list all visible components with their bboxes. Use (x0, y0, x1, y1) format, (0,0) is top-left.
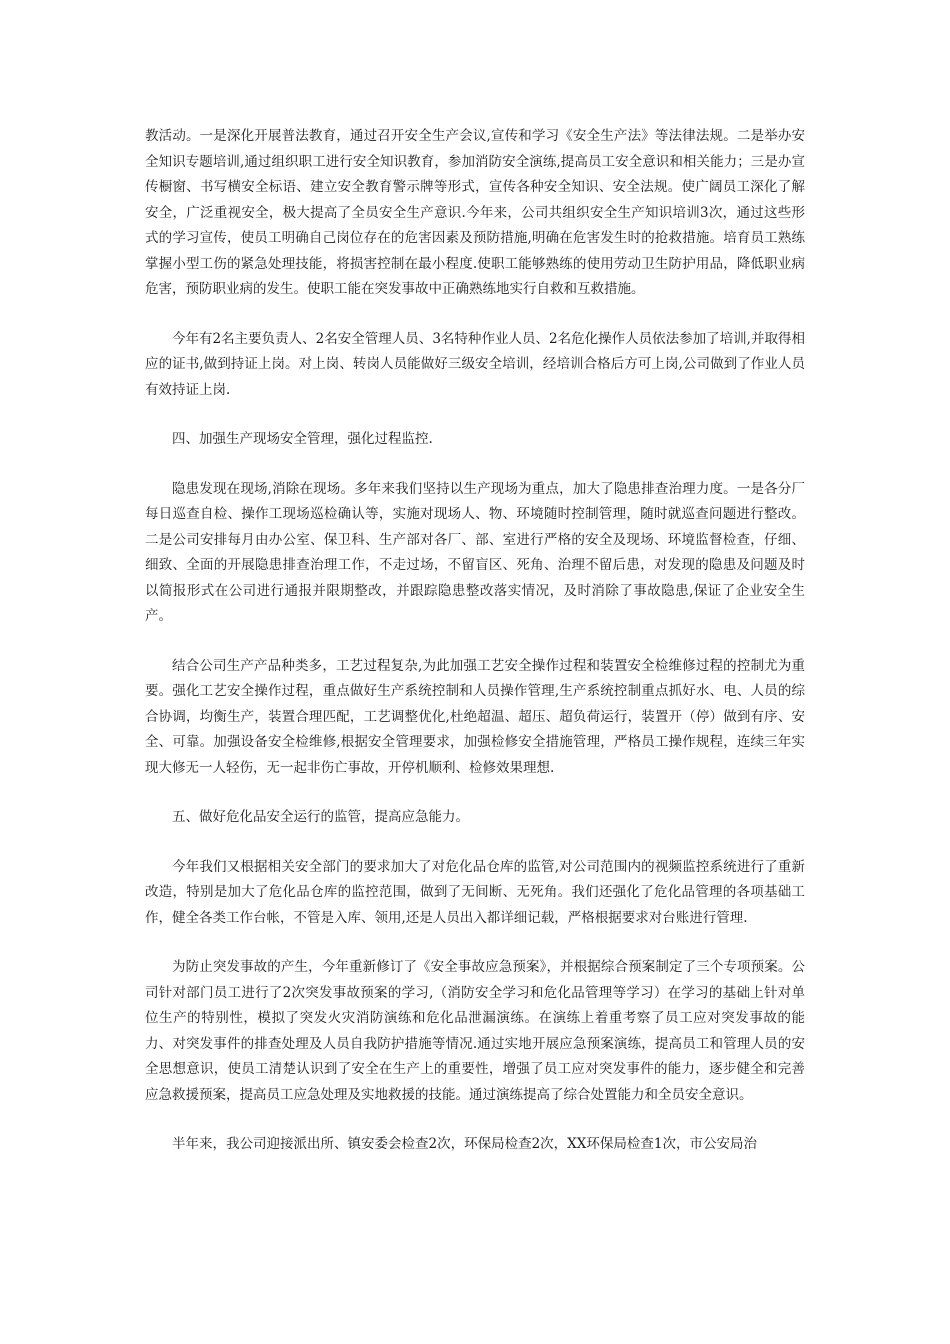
section-heading-five: 五、做好危化品安全运行的监管，提高应急能力。 (172, 809, 469, 825)
paragraph-inspections: 半年来，我公司迎接派出所、镇安委会检查2次，环保局检查2次，XX环保局检查1次，市公安局治 (172, 1136, 757, 1152)
paragraph-hazard-inspection: 隐患发现在现场,消除在现场。多年来我们坚持以生产现场为重点，加大了隐患排查治理力度。一是各分厂每日巡查自检、操作工现场巡检确认等，实施对现场人、物、环境随时控制管理，随时就巡查问题进行整改。二是公司安排每月由办公室、保卫科、生产部对各厂、部、室进行严格的安全及现场、环境监督检查，仔细、细致、全面的开展隐患排查治理工作，不走过场，不留盲区、死角、治理不留后患，对发现的隐患及问题及时以简报形式在公司进行通报并限期整改，并跟踪隐患整改落实情况，及时消除了事故隐患,保证了企业安全生产。 (145, 480, 805, 624)
paragraph-safety-education: 教活动。一是深化开展普法教育，通过召开安全生产会议,宣传和学习《安全生产法》等法律法规。二是举办安全知识专题培训,通过组织职工进行安全知识教育，参加消防安全演练,提高员工安全意识和相关能力；三是办宣传橱窗、书写横安全标语、建立安全教育警示牌等形式，宣传各种安全知识、安全法规。使广阔员工深化了解安全，广泛重视安全，极大提高了全员安全生产意识.今年来，公司共组织安全生产知识培训3次，通过这些形式的学习宣传，使员工明确自己岗位存在的危害因素及预防措施,明确在危害发生时的抢救措施。培育员工熟练掌握小型工伤的紧急处理技能，将损害控制在最小程度.使职工能够熟练的使用劳动卫生防护用品，降低职业病危害，预防职业病的发生。使职工能在突发事故中正确熟练地实行自救和互救措施。 (145, 128, 805, 297)
document-page (145, 124, 805, 1182)
section-heading-four: 四、加强生产现场安全管理，强化过程监控. (172, 431, 433, 447)
paragraph-certification: 今年有2名主要负责人、2名安全管理人员、3名特种作业人员、2名危化操作人员依法参加了培训,并取得相应的证书,做到持证上岗。对上岗、转岗人员能做好三级安全培训，经培训合格后方可上岗,公司做到了作业人员有效持证上岗. (145, 330, 805, 398)
paragraph-emergency-plan: 为防止突发事故的产生，今年重新修订了《安全事故应急预案》，并根据综合预案制定了三个专项预案。公司针对部门员工进行了2次突发事故预案的学习,（消防安全学习和危化品管理等学习）在学习的基础上针对单位生产的特别性，模拟了突发火灾消防演练和危化品泄漏演练。在演练上着重考察了员工应对突发事故的能力、对突发事件的排查处理及人员自我防护措施等情况.通过实地开展应急预案演练，提高员工和管理人员的安全思想意识，使员工清楚认识到了安全在生产上的重要性，增强了员工应对突发事件的能力，逐步健全和完善应急救援预案，提高员工应急处理及实地救援的技能。通过演练提高了综合处置能力和全员安全意识。 (145, 959, 805, 1103)
paragraph-warehouse-monitoring: 今年我们又根据相关安全部门的要求加大了对危化品仓库的监管,对公司范围内的视频监控系统进行了重新改造，特别是加大了危化品仓库的监控范围，做到了无间断、无死角。我们还强化了危化品管理的各项基础工作，健全各类工作台帐，不管是入库、领用,还是人员出入都详细记载，严格根据要求对台账进行管理. (145, 858, 805, 926)
paragraph-process-control: 结合公司生产产品种类多，工艺过程复杂,为此加强工艺安全操作过程和装置安全检维修过程的控制尤为重要。强化工艺安全操作过程，重点做好生产系统控制和人员操作管理,生产系统控制重点抓好水、电、人员的综合协调，均衡生产，装置合理匹配，工艺调整优化,杜绝超温、超压、超负荷运行，装置开（停）做到有序、安全、可靠。加强设备安全检维修,根据安全管理要求，加强检修安全措施管理，严格员工操作规程，连续三年实现大修无一人轻伤，无一起非伤亡事故，开停机顺利、检修效果理想. (145, 657, 805, 776)
